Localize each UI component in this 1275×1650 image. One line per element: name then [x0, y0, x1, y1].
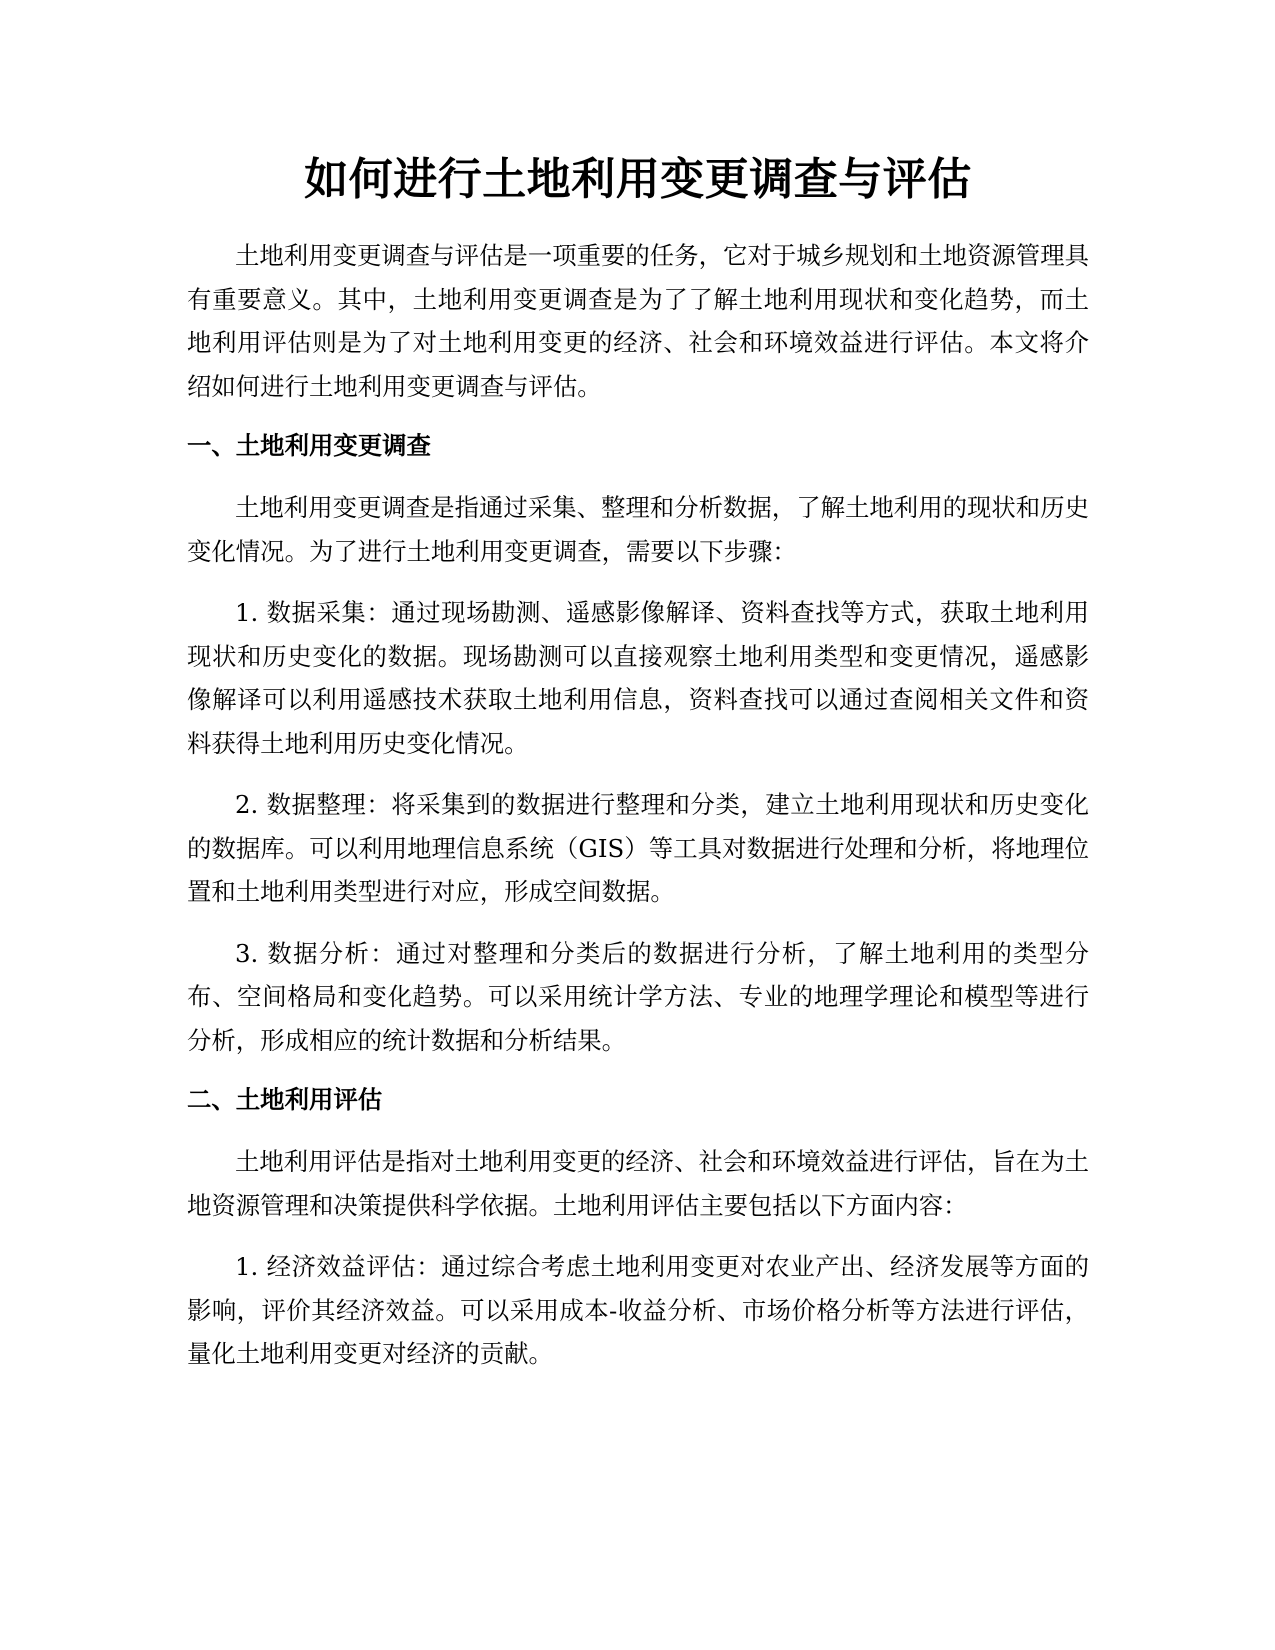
section-1-heading: 一、土地利用变更调查	[187, 431, 431, 460]
section-1-paragraph-2: 1. 数据采集：通过现场勘测、遥感影像解译、资料查找等方式，获取土地利用现状和历史变化的数据。现场勘测可以直接观察土地利用类型和变更情况，遥感影像解译可以利用遥感技术获取土地利用信息，资料查找可以通过查阅相关文件和资料获得土地利用历史变化情况。	[187, 598, 1089, 758]
document-title: 如何进行土地利用变更调查与评估	[304, 154, 972, 205]
section-2-heading: 二、土地利用评估	[187, 1085, 383, 1114]
section-1-paragraph-3: 2. 数据整理：将采集到的数据进行整理和分类，建立土地利用现状和历史变化的数据库。可以利用地理信息系统（GIS）等工具对数据进行处理和分析，将地理位置和土地利用类型进行对应，形成空间数据。	[187, 790, 1089, 906]
intro-paragraph: 土地利用变更调查与评估是一项重要的任务，它对于城乡规划和土地资源管理具有重要意义。其中，土地利用变更调查是为了了解土地利用现状和变化趋势，而土地利用评估则是为了对土地利用变更的经济、社会和环境效益进行评估。本文将介绍如何进行土地利用变更调查与评估。	[187, 241, 1089, 401]
section-2-paragraph-1: 土地利用评估是指对土地利用变更的经济、社会和环境效益进行评估，旨在为土地资源管理和决策提供科学依据。土地利用评估主要包括以下方面内容：	[187, 1147, 1089, 1220]
section-1-paragraph-4: 3. 数据分析：通过对整理和分类后的数据进行分析，了解土地利用的类型分布、空间格局和变化趋势。可以采用统计学方法、专业的地理学理论和模型等进行分析，形成相应的统计数据和分析结果。	[187, 938, 1089, 1055]
section-2-paragraph-2: 1. 经济效益评估：通过综合考虑土地利用变更对农业产出、经济发展等方面的影响，评价其经济效益。可以采用成本-收益分析、市场价格分析等方法进行评估，量化土地利用变更对经济的贡献。	[187, 1252, 1089, 1368]
document-body	[187, 148, 1089, 1376]
section-1-paragraph-1: 土地利用变更调查是指通过采集、整理和分析数据，了解土地利用的现状和历史变化情况。为了进行土地利用变更调查，需要以下步骤：	[187, 493, 1089, 566]
